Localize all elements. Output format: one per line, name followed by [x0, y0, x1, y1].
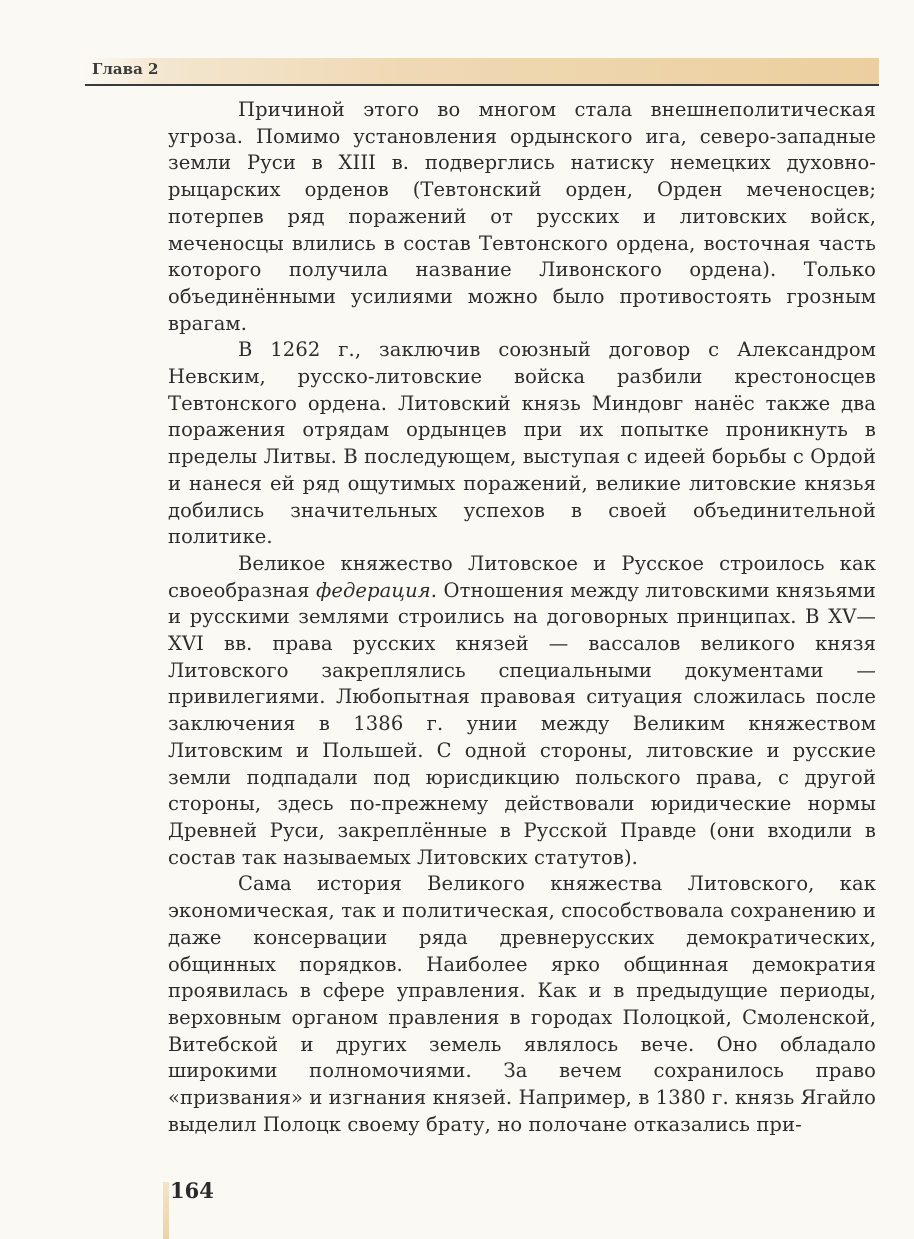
page-body — [168, 97, 876, 1138]
page-number: 164 — [170, 1178, 214, 1203]
paragraph: Сама история Великого княжества Литовского, как экономическая, так и политическая, способствовала сохранению и даже консервации ряда древнерусских демократических, общинных порядков. Наиболее ярко общинная демократия проявилась в сфере управления. Как и в предыдущие периоды, верховным органом правления в городах Полоцкой, Смоленской, Витебской и других земель являлось вече. Оно обладало широкими полномочиями. За вечем сохранилось право «призвания» и изгнания князей. Например, в 1380 г. князь Ягайло выделил Полоцк своему брату, но полочане отказались при- — [168, 872, 876, 1136]
emphasized-term: федерация — [315, 578, 431, 602]
header-divider — [85, 84, 879, 86]
margin-stripe — [163, 1182, 169, 1239]
paragraph: Причиной этого во многом стала внешнеполитическая угроза. Помимо установления ордынского ига, северо-западные земли Руси в XIII в. подверглись натиску немецких духовно-рыцарских орденов (Тевтонский орден, Орден меченосцев; потерпев ряд поражений от русских и литовских войск, меченосцы влились в состав Тевтонского ордена, восточная часть которого получила название Ливонского ордена). Только объединёнными усилиями можно было противостоять грозным врагам. — [168, 98, 876, 335]
paragraph-text: Великое княжество Литовское и Русское строилось как своеобразная — [168, 551, 876, 602]
paragraph: В 1262 г., заключив союзный договор с Александром Невским, русско-литовские войска разбили крестоносцев Тевтонского ордена. Литовский князь Миндовг нанёс также два поражения отрядам ордынцев при их попытке проникнуть в пределы Литвы. В последующем, выступая с идеей борьбы с Ордой и нанеся ей ряд ощутимых поражений, великие литовские князья добились значительных успехов в своей объединительной политике. — [168, 338, 876, 549]
chapter-label: Глава 2 — [92, 60, 159, 78]
paragraph-text: . Отношения между литовскими князьями и русскими землями строились на договорных принципах. В XV—XVI вв. права русских князей — вассалов великого князя Литовского закреплялись специальными документами — привилегиями. Любопытная правовая ситуация сложилась после заключения в 1386 г. унии между Великим княжеством Литовским и Польшей. С одной стороны, литовские и русские земли подпадали под юрисдикцию польского права, с другой стороны, здесь по-прежнему действовали юридические нормы Древней Руси, закреплённые в Русской Правде (они входили в состав так называемых Литовских статутов). — [168, 578, 876, 869]
chapter-header-band — [85, 58, 879, 84]
paragraph — [168, 551, 876, 871]
